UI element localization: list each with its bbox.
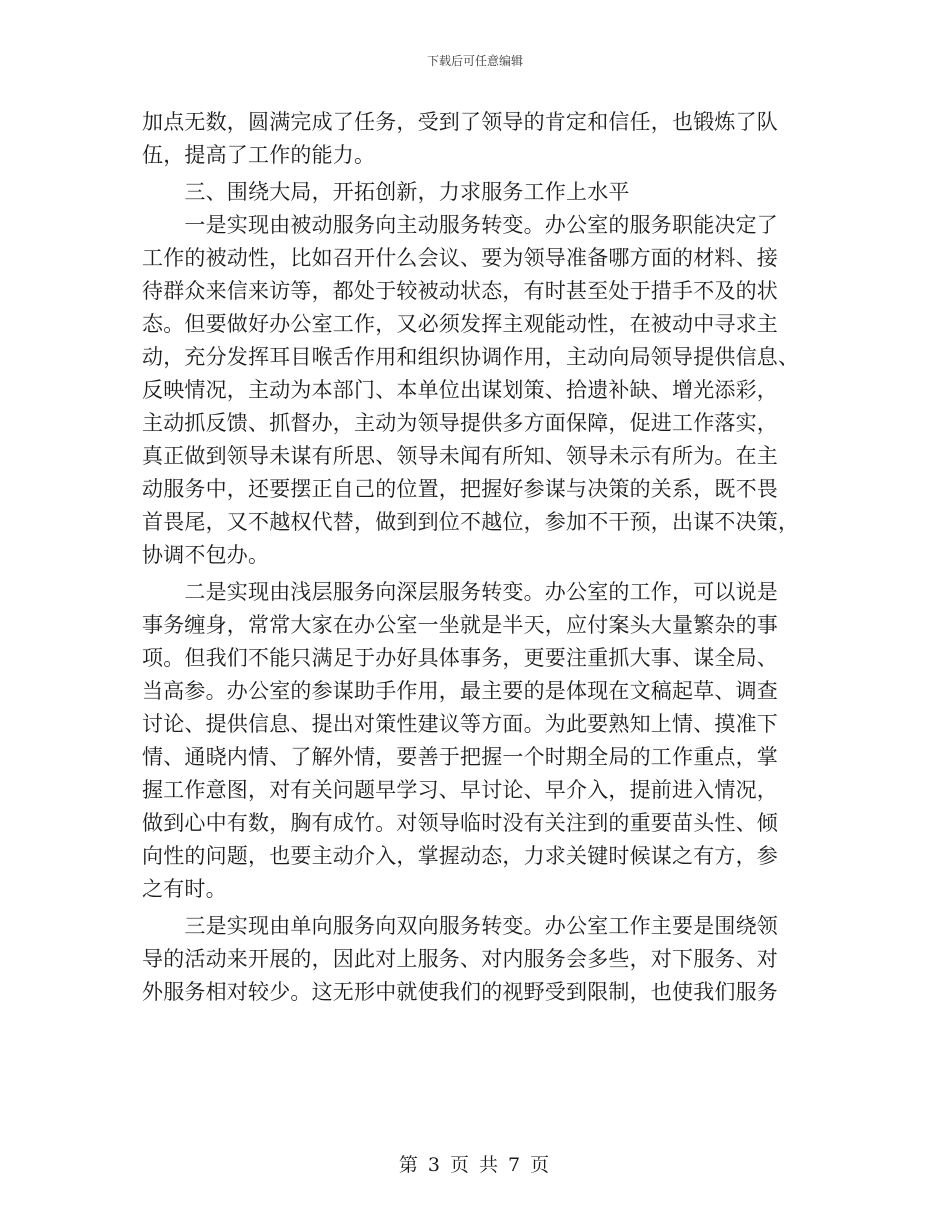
document-body bbox=[142, 106, 802, 1009]
text-line: 三、围绕大局，开拓创新，力求服务工作上水平 bbox=[142, 180, 630, 204]
text-line: 工作的被动性，比如召开什么会议、要为领导准备哪方面的材料、接 bbox=[142, 246, 778, 270]
text-line: 三是实现由单向服务向双向服务转变。办公室工作主要是围绕领 bbox=[142, 914, 778, 938]
text-line: 向性的问题，也要主动介入，掌握动态，力求关键时候谋之有方，参 bbox=[142, 844, 778, 868]
text-line: 反映情况，主动为本部门、本单位出谋划策、拾遗补缺、增光添彩， bbox=[142, 378, 778, 402]
page-footer: 第 3 页 共 7 页 bbox=[398, 1154, 552, 1176]
page-header: 下载后可任意编辑 bbox=[426, 54, 523, 68]
text-line: 真正做到领导未谋有所思、领导未闻有所知、领导未示有所为。在主 bbox=[142, 444, 778, 468]
text-line: 导的活动来开展的，因此对上服务、对内服务会多些，对下服务、对 bbox=[142, 947, 778, 971]
text-line: 之有时。 bbox=[142, 877, 227, 901]
text-line: 当高参。办公室的参谋助手作用，最主要的是体现在文稿起草、调查 bbox=[142, 679, 778, 703]
text-line: 动服务中，还要摆正自己的位置，把握好参谋与决策的关系，既不畏 bbox=[142, 477, 778, 501]
text-line: 情、通晓内情、了解外情，要善于把握一个时期全局的工作重点，掌 bbox=[142, 745, 778, 769]
text-line: 一是实现由被动服务向主动服务转变。办公室的服务职能决定了 bbox=[142, 213, 778, 237]
text-line: 事务缠身，常常大家在办公室一坐就是半天，应付案头大量繁杂的事 bbox=[142, 613, 778, 637]
text-line: 伍，提高了工作的能力。 bbox=[142, 143, 376, 167]
text-line: 做到心中有数，胸有成竹。对领导临时没有关注到的重要苗头性、倾 bbox=[142, 811, 778, 835]
text-line: 讨论、提供信息、提出对策性建议等方面。为此要熟知上情、摸准下 bbox=[142, 712, 778, 736]
text-line: 主动抓反馈、抓督办，主动为领导提供多方面保障，促进工作落实， bbox=[142, 411, 778, 435]
text-line: 加点无数，圆满完成了任务，受到了领导的肯定和信任，也锻炼了队 bbox=[142, 110, 778, 134]
text-line: 待群众来信来访等，都处于较被动状态，有时甚至处于措手不及的状 bbox=[142, 279, 778, 303]
text-line: 首畏尾，又不越权代替，做到到位不越位，参加不干预，出谋不决策， bbox=[142, 510, 800, 534]
text-line: 态。但要做好办公室工作，又必须发挥主观能动性，在被动中寻求主 bbox=[142, 312, 778, 336]
text-line: 外服务相对较少。这无形中就使我们的视野受到限制，也使我们服务 bbox=[142, 980, 778, 1004]
text-line: 握工作意图，对有关问题早学习、早讨论、早介入，提前进入情况， bbox=[142, 778, 778, 802]
text-line: 协调不包办。 bbox=[142, 543, 270, 567]
text-line: 二是实现由浅层服务向深层服务转变。办公室的工作，可以说是 bbox=[142, 580, 778, 604]
text-line: 动，充分发挥耳目喉舌作用和组织协调作用，主动向局领导提供信息、 bbox=[142, 345, 800, 369]
text-line: 项。但我们不能只满足于办好具体事务，更要注重抓大事、谋全局、 bbox=[142, 646, 778, 670]
